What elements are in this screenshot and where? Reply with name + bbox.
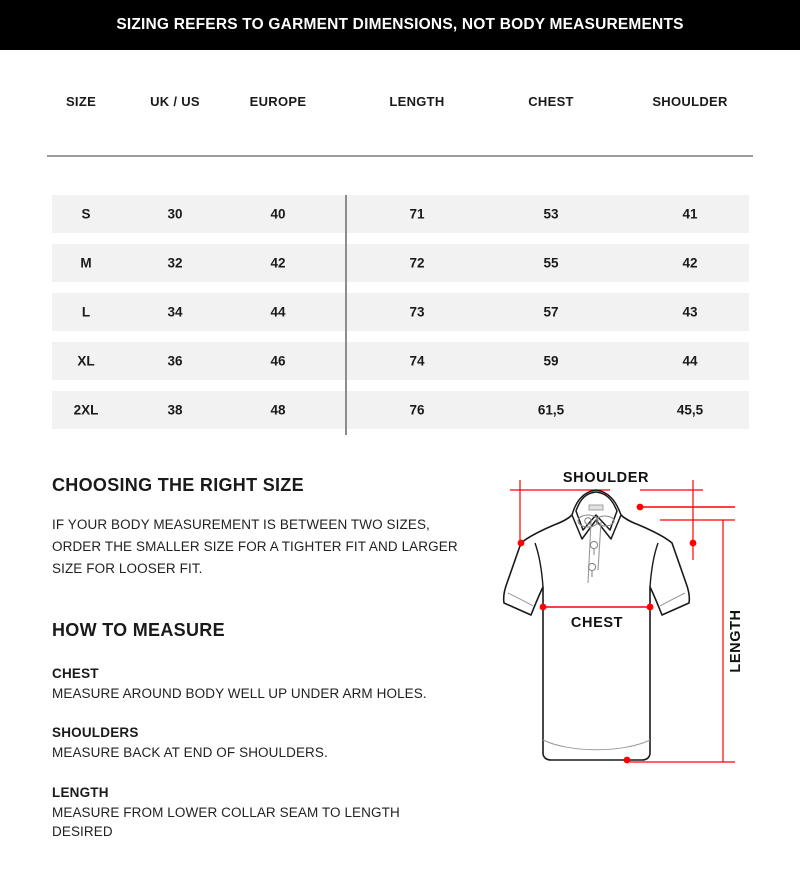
cell-length: 73	[409, 304, 425, 320]
how-to-measure-heading: HOW TO MEASURE	[52, 619, 225, 640]
cell-size: L	[81, 304, 91, 320]
choosing-size-heading: CHOOSING THE RIGHT SIZE	[52, 475, 304, 495]
table-header-row	[47, 94, 753, 116]
cell-chest: 55	[543, 255, 559, 271]
point-shoulder-right	[690, 540, 697, 547]
table-row	[52, 391, 749, 429]
cell-shoulder: 43	[682, 304, 698, 320]
size-table	[0, 50, 800, 440]
cell-chest: 53	[543, 206, 559, 222]
lower-section	[0, 440, 800, 885]
point-shoulder-left	[518, 540, 525, 547]
measure-desc-shoulders: MEASURE BACK AT END OF SHOULDERS.	[52, 745, 328, 761]
cell-uk-us: 30	[167, 206, 183, 222]
measure-title-chest: CHEST	[52, 665, 99, 681]
table-vertical-divider	[345, 195, 347, 435]
cell-europe: 46	[270, 353, 286, 369]
cell-chest: 57	[543, 304, 559, 320]
diagram-label-shoulder: SHOULDER	[562, 470, 650, 486]
table-row	[52, 244, 749, 282]
cell-size: 2XL	[73, 402, 99, 418]
table-row	[52, 195, 749, 233]
cell-shoulder: 45,5	[676, 402, 704, 418]
cell-chest: 59	[543, 353, 559, 369]
cell-uk-us: 32	[167, 255, 183, 271]
cell-europe: 40	[270, 206, 286, 222]
measure-block-length	[52, 785, 462, 842]
header-banner	[0, 0, 800, 50]
cell-shoulder: 44	[682, 353, 698, 369]
cell-uk-us: 36	[167, 353, 183, 369]
cell-chest: 61,5	[537, 402, 565, 418]
column-header-length: LENGTH	[389, 94, 445, 109]
cell-shoulder: 42	[682, 255, 698, 271]
measure-title-length: LENGTH	[52, 784, 109, 800]
cell-length: 72	[409, 255, 425, 271]
garment-neck-tag	[589, 505, 603, 510]
measure-block-shoulders	[52, 725, 462, 763]
table-row	[52, 342, 749, 380]
cell-size: XL	[77, 353, 95, 369]
cell-size: M	[80, 255, 92, 271]
banner-title: SIZING REFERS TO GARMENT DIMENSIONS, NOT BODY MEASUREMENTS	[116, 16, 684, 33]
point-hem-bottom	[624, 757, 631, 764]
point-chest-right	[647, 604, 654, 611]
measure-title-shoulders: SHOULDERS	[52, 725, 139, 741]
column-header-uk-us: UK / US	[150, 94, 200, 109]
cell-uk-us: 34	[167, 304, 183, 320]
measure-desc-chest: MEASURE AROUND BODY WELL UP UNDER ARM HOLES.	[52, 685, 427, 701]
cell-shoulder: 41	[682, 206, 698, 222]
garment-outline	[504, 507, 690, 760]
column-header-chest: CHEST	[528, 94, 574, 109]
diagram-label-chest: CHEST	[570, 615, 624, 631]
cell-length: 74	[409, 353, 425, 369]
table-body	[52, 195, 749, 440]
column-header-europe: EUROPE	[249, 94, 307, 109]
header-divider-rule	[47, 155, 753, 157]
cell-size: S	[81, 206, 91, 222]
cell-europe: 44	[270, 304, 286, 320]
table-row	[52, 293, 749, 331]
measure-block-chest	[52, 666, 462, 704]
column-header-size: SIZE	[65, 94, 97, 109]
measurement-guide-text	[52, 475, 462, 842]
diagram-label-length: LENGTH	[728, 609, 744, 673]
cell-europe: 48	[270, 402, 286, 418]
column-header-shoulder: SHOULDER	[652, 94, 728, 109]
choosing-size-body: IF YOUR BODY MEASUREMENT IS BETWEEN TWO SIZES, ORDER THE SMALLER SIZE FOR A TIGHTER FIT AND LARGER SIZE FOR LOOSER FIT.	[52, 517, 458, 576]
cell-uk-us: 38	[167, 402, 183, 418]
point-chest-left	[540, 604, 547, 611]
measure-desc-length: MEASURE FROM LOWER COLLAR SEAM TO LENGTH DESIRED	[52, 804, 400, 840]
cell-europe: 42	[270, 255, 286, 271]
point-collar-seam	[637, 504, 644, 511]
cell-length: 71	[409, 206, 425, 222]
cell-length: 76	[409, 402, 425, 418]
polo-shirt-diagram	[490, 465, 790, 835]
